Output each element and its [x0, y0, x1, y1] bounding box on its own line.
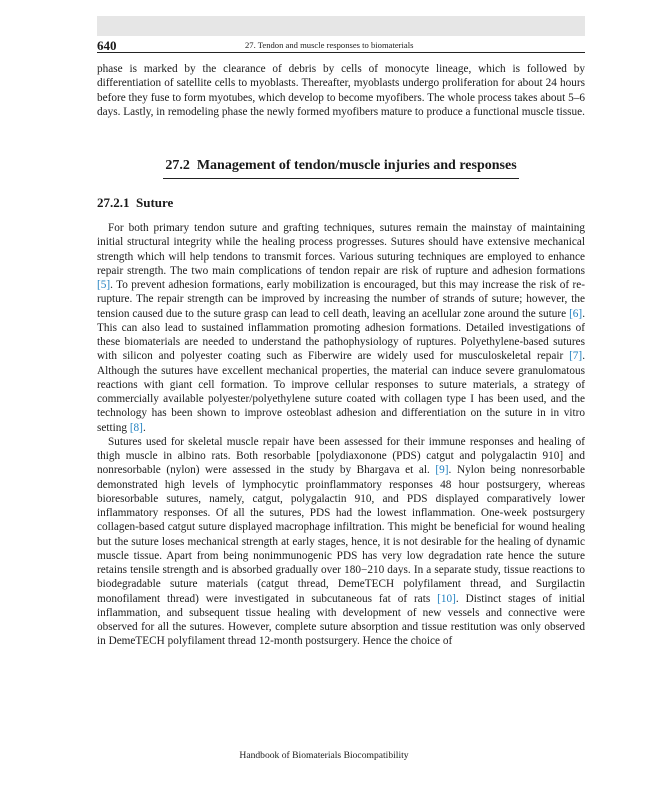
page-body: [97, 62, 585, 649]
subsection-heading: [97, 195, 585, 211]
paragraph-suture-tendon: [97, 221, 585, 435]
section-number: 27.2: [165, 158, 190, 173]
citation-link-5[interactable]: [5]: [97, 279, 111, 291]
subsection-number: 27.2.1: [97, 195, 130, 210]
section-heading: [97, 157, 585, 179]
header-rule: [97, 52, 585, 53]
footer-book-title: Handbook of Biomaterials Biocompatibility: [239, 750, 409, 761]
paragraph-suture-muscle: [97, 435, 585, 649]
text-run: . To prevent adhesion formations, early mobilization is encouraged, but this may increase the risk of re-rupture. The repair strength can be improved by increasing the number of strands of suture; however, the tension caused due to the suture grasp can lead to cell death, leaving an acellular zone around the suture: [97, 279, 585, 320]
text-run: . Nylon being nonresorbable demonstrated high levels of lymphocytic proinflammatory responses 48 hour postsurgery, whereas bioresorbable sutures, namely, catgut, polygalactin 910, and PDS displayed comparatively lower inflammatory responses. Of all the sutures, PDS had the lowest inflammation. One-week postsurgery collagen-based catgut suture displayed macrophage infiltration. This might be beneficial for wound healing but the suture loses mechanical strength at early stages, hence, it is not desirable for the healing of dynamic muscle tissue. Apart from being nonimmunogenic PDS has very low degradation rate hence the suture retains tensile strength and is absorbed gradually over 180−210 days. In a separate study, tissue reactions to biodegradable suture materials (catgut thread, DemeTECH polyfilament thread, and Surgilactin monofilament thread) were investigated in subcutaneous fat of rats: [97, 464, 585, 605]
intro-paragraph: phase is marked by the clearance of debris by cells of monocyte lineage, which is followed by differentiation of satellite cells to myoblasts. Thereafter, myoblasts undergo proliferation for about 24 hours before they fuse to form myotubes, which develop to become myofibers. The whole process takes about 5–6 days. Lastly, in remodeling phase the newly formed myofibers mature to produce a functional muscle tissue.: [97, 63, 585, 118]
section-title: Management of tendon/muscle injuries and responses: [196, 158, 517, 173]
subsection-title: Suture: [136, 195, 174, 210]
running-head: 27. Tendon and muscle responses to biomaterials: [245, 40, 414, 50]
citation-link-7[interactable]: [7]: [569, 350, 583, 363]
text-run: .: [142, 421, 146, 434]
text-run: For both primary tendon suture and grafting techniques, sutures remain the mainstay of maintaining initial structural integrity while the healing process progresses. Sutures should have extensive mechanical strength which will help tendons to transmit forces. Various suturing techniques are employed to enhance repair strength. The two main complications of tendon repair are risk of rupture and adhesion formations: [97, 222, 585, 277]
text-run: . Distinct stages of initial inflammation, and subsequent tissue healing with development of new vessels and connective were observed for all the sutures. However, complete suture absorption and tissue restitution was only observed in DemeTECH polyfilament thread 12-month postsurgery. Hence the choice of: [97, 592, 585, 648]
section-heading-underlined: [163, 157, 518, 179]
text-run: . This can also lead to sustained inflammation promoting adhesion formations. Detailed investigations of these biomaterials are needed to understand the pathophysiology of ruptures. Polyethylene-based sutures with silicon and polyester coating such as Fiberwire are widely used for musculoskeletal repair: [97, 307, 585, 363]
citation-link-10[interactable]: [10]: [437, 592, 456, 605]
header-bar: [97, 16, 585, 36]
text-run: . Although the sutures have excellent mechanical properties, the material can induce severe granulomatous reactions with giant cell formation. To improve cellular responses to suture materials, a strategy of commercially available polyester/polyethylene suture coated with collagen type I has been used, and the technology has been shown to improve osteoblast adhesion and differentiation on the suture in in vitro setting: [97, 350, 585, 434]
text-run: Sutures used for skeletal muscle repair have been assessed for their immune responses and healing of thigh muscle in albino rats. Both resorbable [polydiaxonone (PDS) catgut and polygalactin 910] and nonresorbable (nylon) were assessed in the study by Bhargava et al.: [97, 435, 585, 477]
citation-link-9[interactable]: [9]: [435, 464, 449, 477]
citation-link-8[interactable]: [8]: [129, 421, 143, 434]
page-number: 640: [97, 38, 117, 53]
citation-link-6[interactable]: [6]: [569, 307, 583, 320]
